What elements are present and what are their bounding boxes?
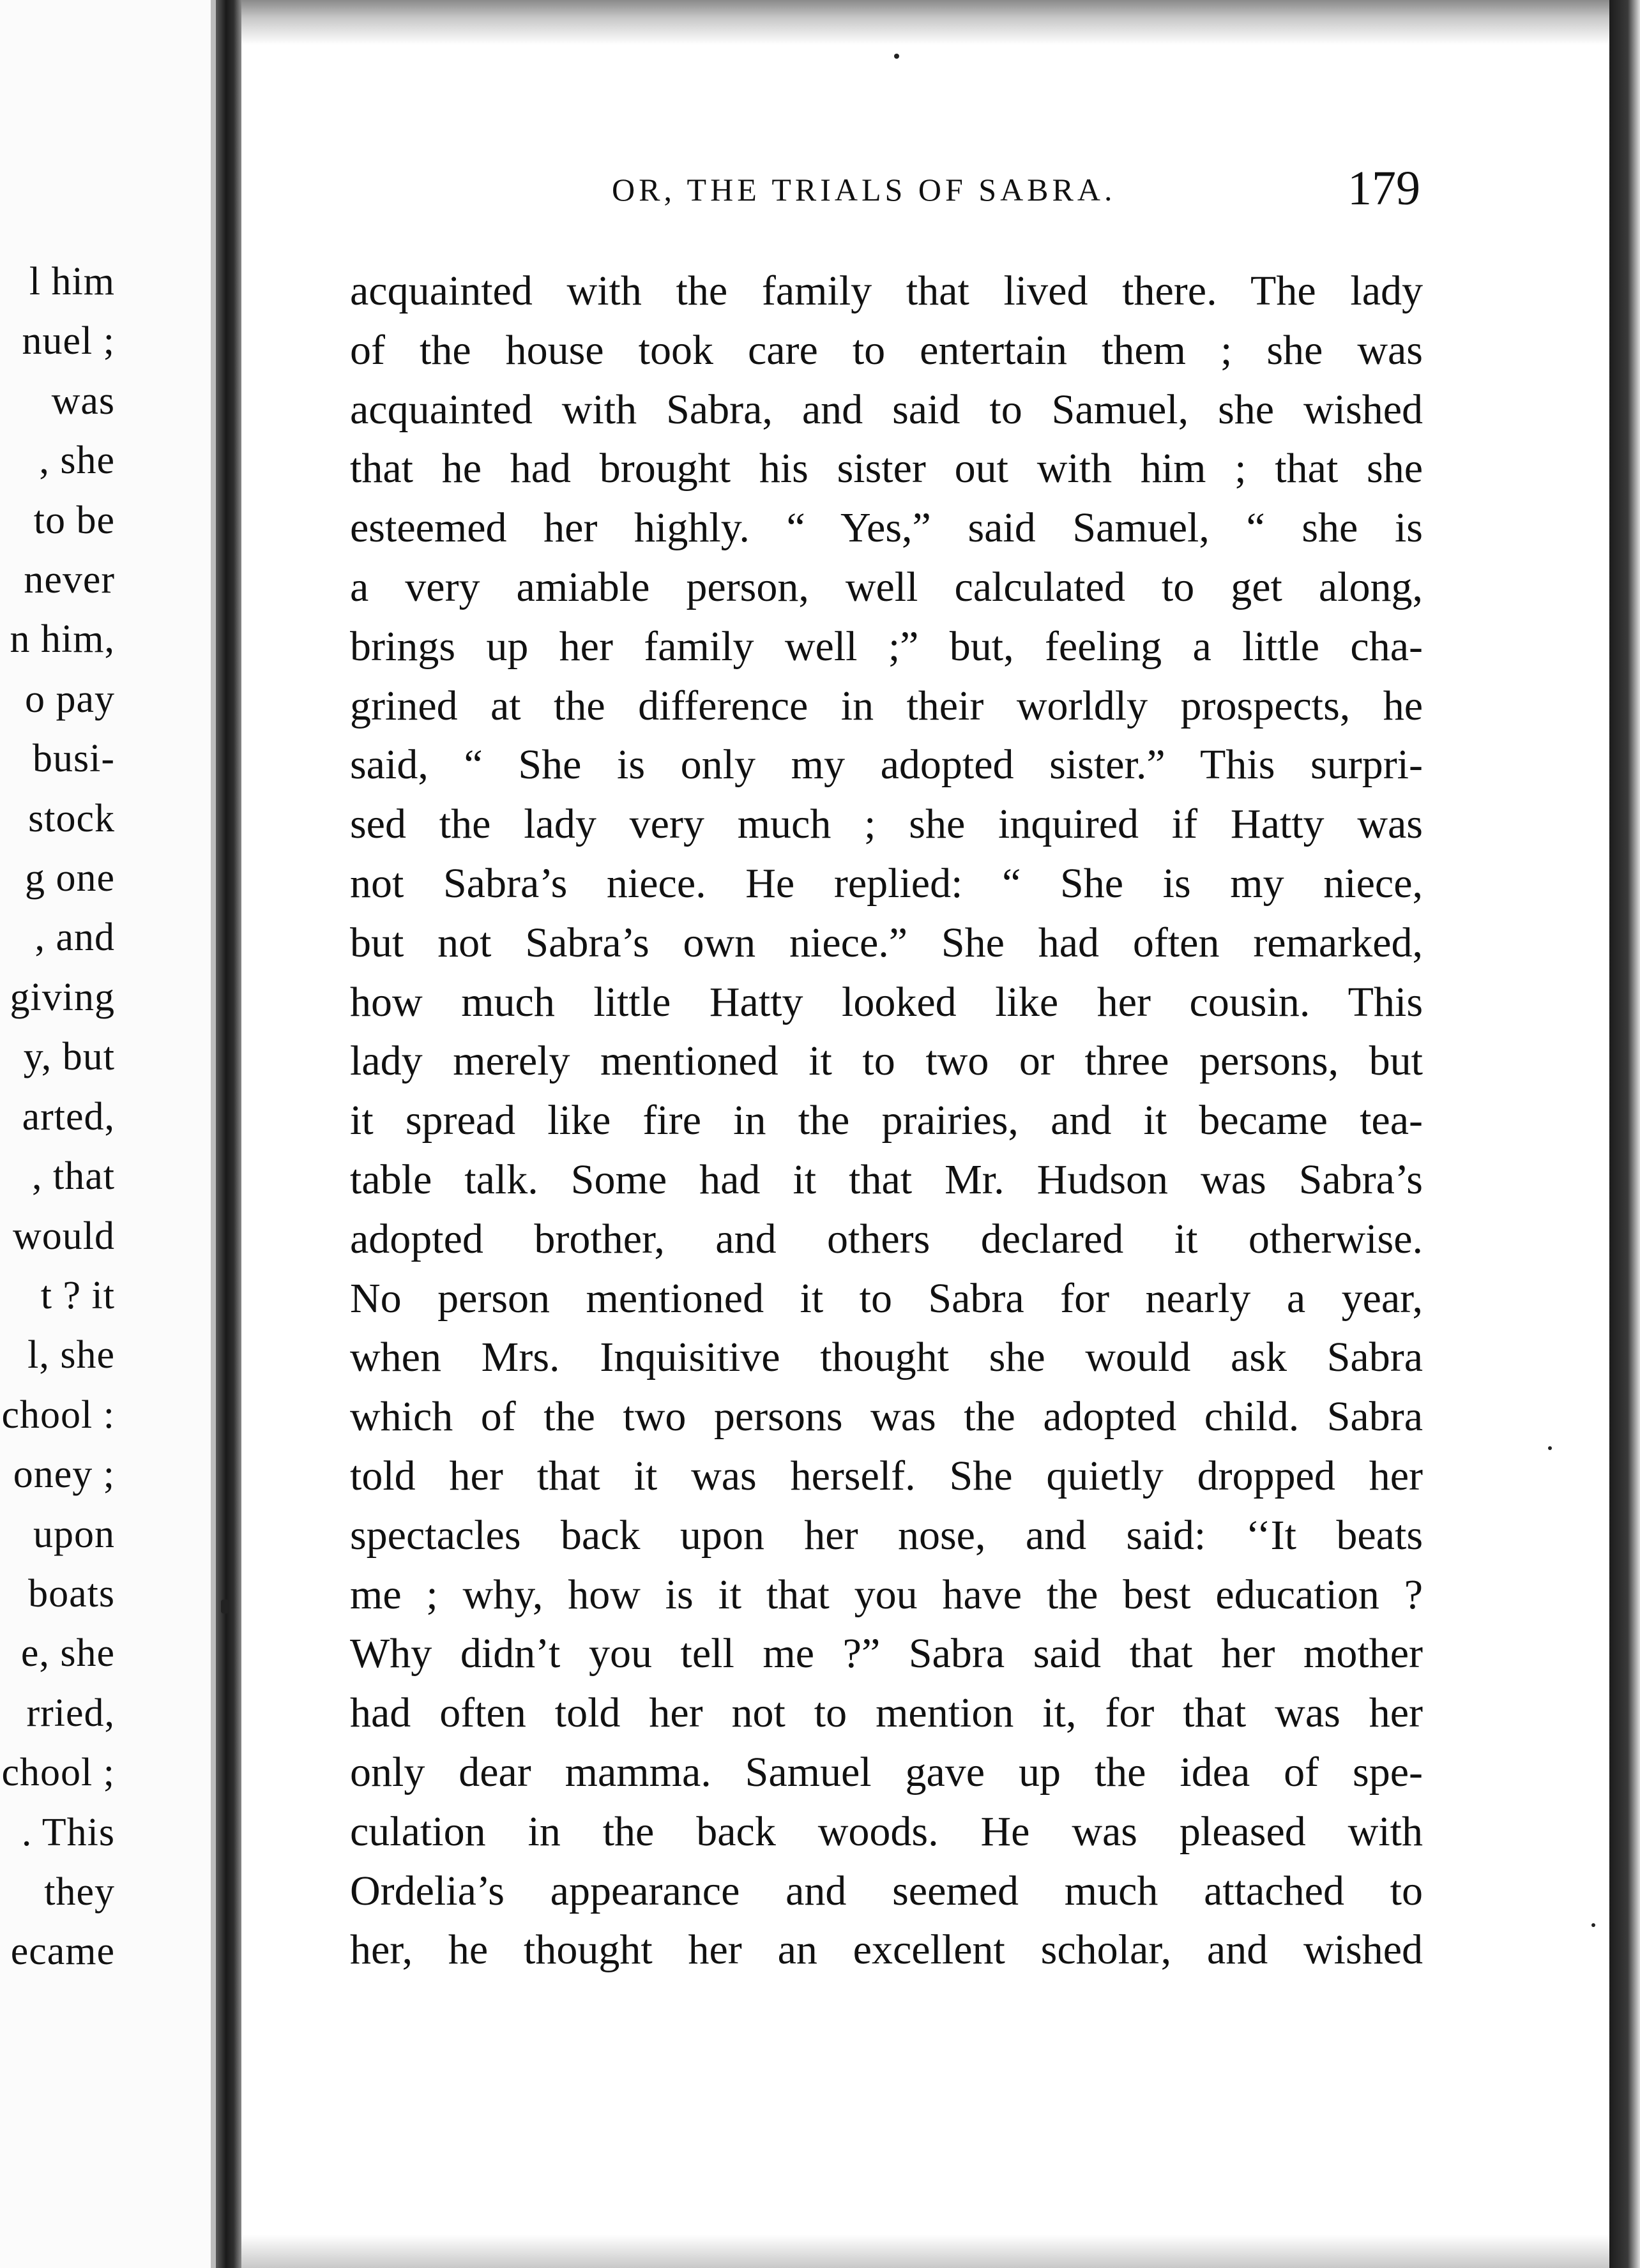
text-line: brings up her family well ;” but, feeling a little cha- bbox=[350, 623, 1423, 670]
previous-page-line: was bbox=[51, 379, 115, 423]
text-line: it spread like fire in the prairies, and it became tea- bbox=[350, 1097, 1423, 1144]
scan-speck bbox=[221, 1599, 229, 1614]
previous-page-line: nuel ; bbox=[22, 319, 115, 363]
previous-page-line: l, she bbox=[27, 1333, 115, 1377]
previous-page-line: y, but bbox=[23, 1035, 115, 1079]
text-line: lady merely mentioned it to two or three persons, but bbox=[350, 1038, 1423, 1085]
previous-page-line: , she bbox=[39, 439, 115, 483]
text-line: spectacles back upon her nose, and said: ‘‘It beats bbox=[350, 1511, 1423, 1559]
text-line: me ; why, how is it that you have the best education ? bbox=[350, 1571, 1423, 1618]
previous-page-fragment bbox=[0, 0, 211, 2268]
text-line: of the house took care to entertain them ; she was bbox=[350, 326, 1423, 374]
previous-page-line: l him bbox=[29, 260, 115, 303]
previous-page-line: boats bbox=[28, 1571, 115, 1615]
previous-page-line: g one bbox=[24, 856, 115, 900]
text-line: Ordelia’s appearance and seemed much attached to bbox=[350, 1867, 1423, 1914]
previous-page-line: t ? it bbox=[40, 1273, 115, 1317]
text-line: told her that it was herself. She quietly dropped her bbox=[350, 1452, 1423, 1499]
previous-page-line: chool : bbox=[1, 1393, 115, 1437]
previous-page-line: o pay bbox=[24, 677, 115, 721]
text-line: sed the lady very much ; she inquired if Hatty was bbox=[350, 801, 1423, 848]
running-head: OR, THE TRIALS OF SABRA. bbox=[612, 172, 1116, 208]
page-body-text bbox=[350, 262, 1423, 1980]
text-line: grined at the difference in their worldly prospects, he bbox=[350, 682, 1423, 729]
previous-page-line: chool ; bbox=[1, 1751, 115, 1795]
previous-page-line: giving bbox=[10, 975, 115, 1019]
text-line: adopted brother, and others declared it otherwise. bbox=[350, 1215, 1423, 1262]
right-scan-border bbox=[1609, 0, 1640, 2268]
bottom-scan-shadow bbox=[241, 2235, 1614, 2268]
previous-page-line: stock bbox=[28, 796, 115, 840]
book-gutter bbox=[216, 0, 241, 2268]
page-number: 179 bbox=[1348, 162, 1420, 215]
previous-page-line: rried, bbox=[26, 1691, 115, 1735]
text-line: Why didn’t you tell me ?” Sabra said that her mother bbox=[350, 1630, 1423, 1677]
previous-page-line: upon bbox=[33, 1512, 115, 1556]
scan-speck bbox=[894, 54, 899, 59]
text-line: table talk. Some had it that Mr. Hudson was Sabra’s bbox=[350, 1156, 1423, 1203]
text-line: culation in the back woods. He was pleased with bbox=[350, 1808, 1423, 1855]
text-line: but not Sabra’s own niece.” She had often remarked, bbox=[350, 919, 1423, 966]
text-line: only dear mamma. Samuel gave up the idea of spe- bbox=[350, 1748, 1423, 1796]
text-line: when Mrs. Inquisitive thought she would ask Sabra bbox=[350, 1334, 1423, 1381]
previous-page-text bbox=[2, 252, 115, 1982]
previous-page-line: they bbox=[44, 1870, 115, 1914]
text-line: a very amiable person, well calculated to get along, bbox=[350, 563, 1423, 610]
text-line: not Sabra’s niece. He replied: “ She is my niece, bbox=[350, 859, 1423, 907]
previous-page-line: , and bbox=[34, 916, 115, 960]
previous-page-line: never bbox=[24, 558, 115, 602]
text-line: acquainted with Sabra, and said to Samuel, she wished bbox=[350, 386, 1423, 433]
previous-page-line: ecame bbox=[10, 1930, 115, 1974]
previous-page-line: would bbox=[13, 1214, 115, 1258]
text-line: had often told her not to mention it, for that was her bbox=[350, 1690, 1423, 1737]
text-line: said, “ She is only my adopted sister.” This surpri- bbox=[350, 741, 1423, 789]
previous-page-line: e, she bbox=[20, 1631, 115, 1675]
previous-page-line: . This bbox=[21, 1810, 115, 1854]
previous-page-line: oney ; bbox=[13, 1453, 115, 1497]
scan-speck bbox=[1548, 1446, 1552, 1450]
previous-page-line: to be bbox=[33, 498, 115, 542]
previous-page-line: n him, bbox=[10, 617, 115, 662]
top-scan-shadow bbox=[241, 0, 1614, 45]
text-line: which of the two persons was the adopted child. Sabra bbox=[350, 1393, 1423, 1440]
previous-page-line: arted, bbox=[22, 1094, 115, 1138]
text-line: her, he thought her an excellent scholar, and wished bbox=[350, 1926, 1423, 1974]
text-line: esteemed her highly. “ Yes,” said Samuel, “ she is bbox=[350, 504, 1423, 552]
previous-page-line: busi- bbox=[33, 737, 115, 781]
scan-speck bbox=[1591, 1923, 1595, 1927]
text-line: acquainted with the family that lived there. The lady bbox=[350, 268, 1423, 314]
previous-page-line: , that bbox=[32, 1154, 115, 1198]
text-line: that he had brought his sister out with him ; that she bbox=[350, 445, 1423, 492]
text-line: No person mentioned it to Sabra for nearly a year, bbox=[350, 1274, 1423, 1322]
text-line: how much little Hatty looked like her cousin. This bbox=[350, 978, 1423, 1025]
